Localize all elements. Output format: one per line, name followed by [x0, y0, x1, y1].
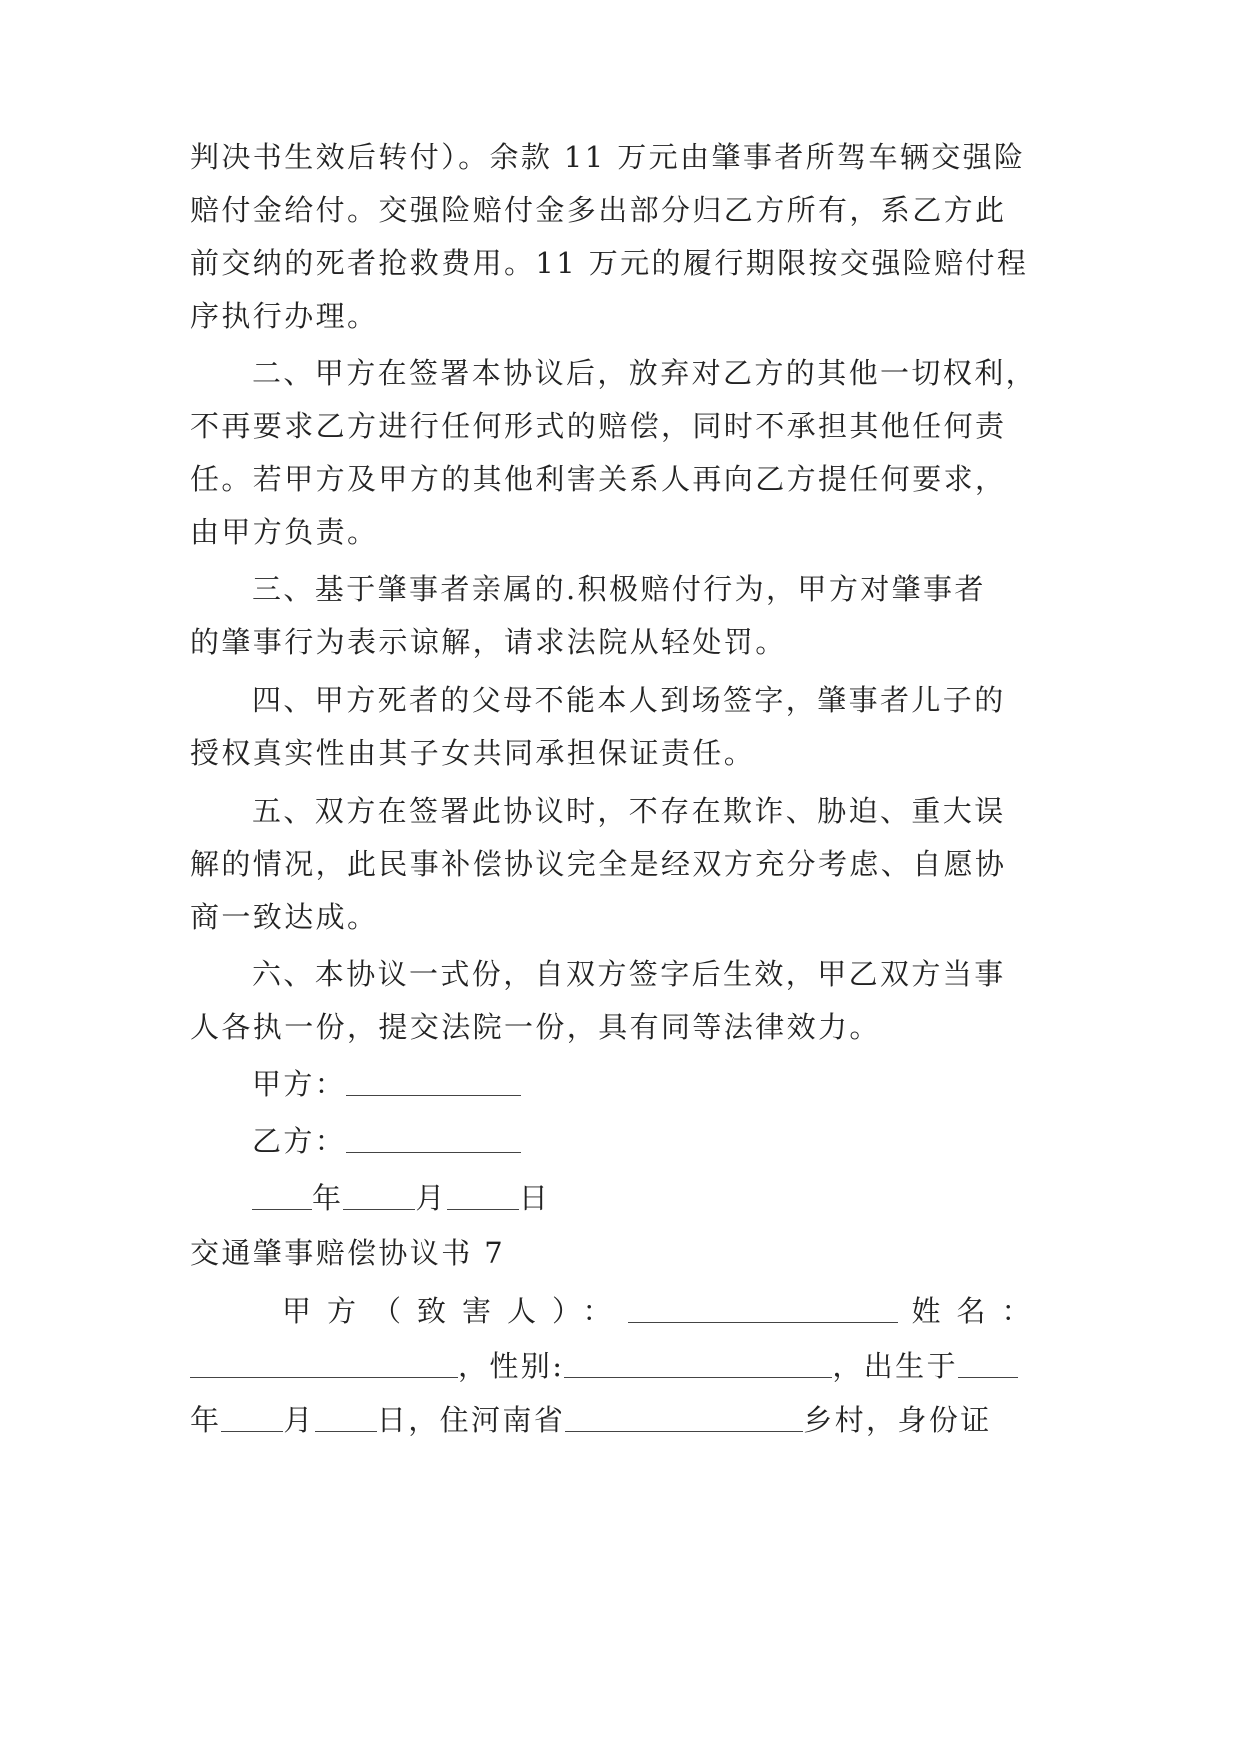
month-label: 月	[283, 1403, 315, 1437]
sign-party-a	[252, 1064, 1060, 1104]
gender-blank	[564, 1351, 832, 1378]
text-line: 人各执一份，提交法院一份，具有同等法律效力。	[190, 1010, 881, 1044]
text-line: 赔付金给付。交强险赔付金多出部分归乙方所有，系乙方此	[190, 193, 1007, 227]
address-line	[190, 1400, 1060, 1440]
text-line: 判决书生效后转付）。余款 11 万元由肇事者所驾车辆交强险	[190, 140, 1026, 174]
village-id-label: 乡村，身份证	[803, 1403, 992, 1437]
sign-party-a-label: 甲方：	[252, 1067, 347, 1101]
year-blank	[252, 1183, 312, 1210]
section-title: 交通肇事赔偿协议书 7	[190, 1236, 506, 1270]
signature-blank	[346, 1069, 521, 1096]
signature-blank	[346, 1126, 521, 1153]
clause-5-line: 五、双方在签署此协议时，不存在欺诈、胁迫、重大误	[252, 794, 1006, 828]
residence-label: 日，住河南省	[376, 1403, 566, 1437]
day-blank	[315, 1405, 377, 1432]
clause-3-line: 三、基于肇事者亲属的.积极赔付行为，甲方对肇事者	[252, 572, 986, 606]
text-line: 前交纳的死者抢救费用。11 万元的履行期限按交强险赔付程	[190, 246, 1029, 280]
name-blank	[190, 1351, 458, 1378]
personal-info-line	[190, 1346, 1060, 1386]
text-line: 不再要求乙方进行任何形式的赔偿，同时不承担其他任何责	[190, 409, 1007, 443]
text-line: 商一致达成。	[190, 900, 379, 934]
village-blank	[565, 1405, 803, 1432]
day-blank	[447, 1183, 519, 1210]
text-line: 的肇事行为表示谅解，请求法院从轻处罚。	[190, 625, 787, 659]
born-label: ，出生于	[832, 1349, 958, 1383]
gender-label: ，性别:	[458, 1349, 565, 1383]
text-line: 由甲方负责。	[190, 515, 379, 549]
text-line: 序执行办理。	[190, 299, 379, 333]
text-line: 任。若甲方及甲方的其他利害关系人再向乙方提任何要求，	[190, 462, 1007, 496]
sign-party-b-label: 乙方：	[252, 1124, 347, 1158]
clause-4-line: 四、甲方死者的父母不能本人到场签字，肇事者儿子的	[252, 683, 1006, 717]
month-label: 月	[415, 1181, 447, 1215]
party-a-blank	[628, 1296, 898, 1323]
born-blank	[958, 1351, 1018, 1378]
sign-party-b	[252, 1121, 1060, 1161]
year-label: 年	[190, 1403, 222, 1437]
day-label: 日	[518, 1181, 551, 1215]
clause-2-line: 二、甲方在签署本协议后，放弃对乙方的其他一切权利，	[252, 356, 1038, 390]
month-blank	[343, 1183, 415, 1210]
name-label: 姓名：	[911, 1294, 1047, 1328]
clause-6-line: 六、本协议一式份，自双方签字后生效，甲乙双方当事	[252, 957, 1006, 991]
text-line: 解的情况，此民事补偿协议完全是经双方充分考虑、自愿协	[190, 847, 1007, 881]
party-a-line	[282, 1291, 1062, 1331]
text-line: 授权真实性由其子女共同承担保证责任。	[190, 736, 756, 770]
party-a-label: 甲方（致害人）：	[282, 1294, 628, 1328]
date-line	[252, 1178, 1060, 1218]
month-blank	[221, 1405, 283, 1432]
year-label: 年	[312, 1181, 344, 1215]
